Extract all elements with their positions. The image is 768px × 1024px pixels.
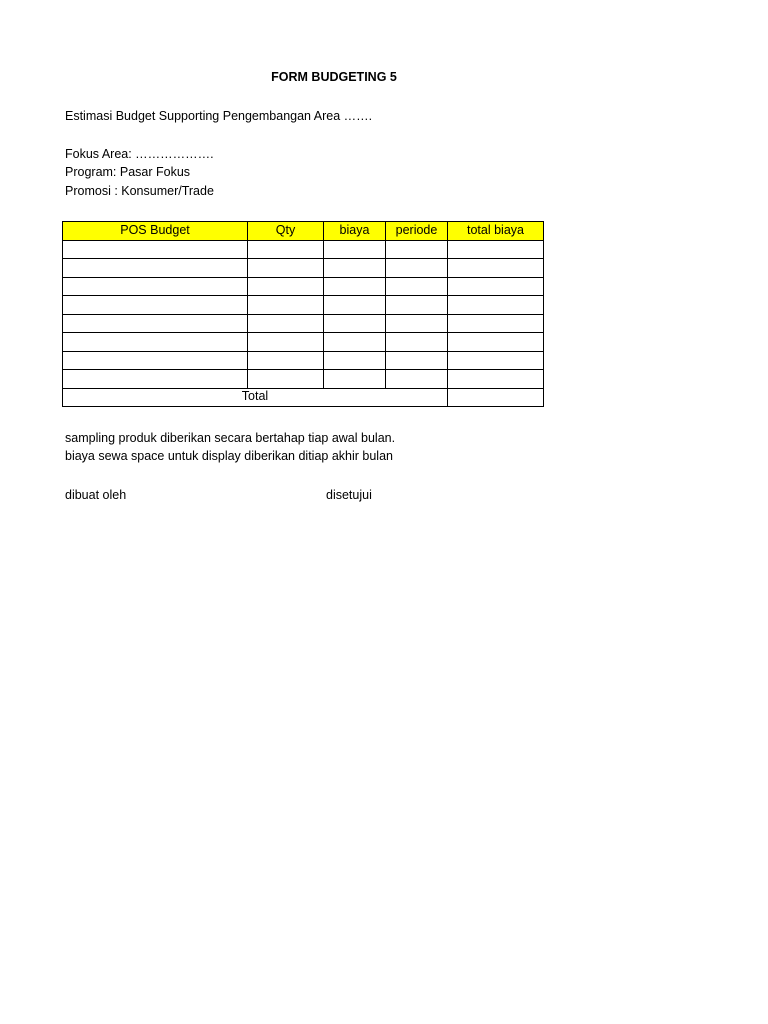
- periode-cell: [386, 333, 448, 352]
- pos-budget-cell: [63, 259, 248, 278]
- table-body: [63, 240, 544, 407]
- total-biaya-cell: [448, 296, 544, 315]
- total-biaya-cell: [448, 259, 544, 278]
- pos-budget-cell: [63, 296, 248, 315]
- table-row: [63, 333, 544, 352]
- table-row: [63, 314, 544, 333]
- budget-table: [62, 221, 544, 407]
- biaya-cell: [324, 259, 386, 278]
- table-row: [63, 351, 544, 370]
- note-sampling: sampling produk diberikan secara bertahap tiap awal bulan.: [65, 431, 396, 445]
- periode-cell: [386, 240, 448, 259]
- biaya-cell: [324, 333, 386, 352]
- column-header-qty: Qty: [248, 222, 324, 241]
- signature-approved: disetujui: [326, 488, 372, 502]
- qty-cell: [248, 240, 324, 259]
- qty-cell: [248, 296, 324, 315]
- total-biaya-cell: [448, 351, 544, 370]
- periode-cell: [386, 351, 448, 370]
- total-biaya-cell: [448, 333, 544, 352]
- total-value-cell: [448, 388, 544, 407]
- qty-cell: [248, 370, 324, 389]
- table-row: [63, 240, 544, 259]
- periode-cell: [386, 277, 448, 296]
- estimate-line: Estimasi Budget Supporting Pengembangan Area …….: [65, 109, 373, 123]
- signature-made-by: dibuat oleh: [65, 488, 127, 502]
- biaya-cell: [324, 296, 386, 315]
- total-biaya-cell: [448, 277, 544, 296]
- table-row: [63, 296, 544, 315]
- biaya-cell: [324, 314, 386, 333]
- table-row: [63, 370, 544, 389]
- qty-cell: [248, 259, 324, 278]
- pos-budget-cell: [63, 277, 248, 296]
- pos-budget-cell: [63, 333, 248, 352]
- pos-budget-cell: [63, 351, 248, 370]
- column-header-pos-budget: POS Budget: [63, 222, 248, 241]
- focus-area-line: Fokus Area: ……………….: [65, 147, 214, 161]
- total-biaya-cell: [448, 370, 544, 389]
- periode-cell: [386, 296, 448, 315]
- total-biaya-cell: [448, 314, 544, 333]
- periode-cell: [386, 314, 448, 333]
- promotion-line: Promosi : Konsumer/Trade: [65, 184, 214, 198]
- biaya-cell: [324, 351, 386, 370]
- pos-budget-cell: [63, 240, 248, 259]
- periode-cell: [386, 259, 448, 278]
- pos-budget-cell: [63, 314, 248, 333]
- table-header-row: [63, 222, 544, 241]
- qty-cell: [248, 277, 324, 296]
- qty-cell: [248, 351, 324, 370]
- qty-cell: [248, 333, 324, 352]
- total-row: [63, 388, 544, 407]
- column-header-total-biaya: total biaya: [448, 222, 544, 241]
- periode-cell: [386, 370, 448, 389]
- table-row: [63, 259, 544, 278]
- note-rental: biaya sewa space untuk display diberikan ditiap akhir bulan: [65, 449, 393, 463]
- page-title: FORM BUDGETING 5: [271, 70, 397, 84]
- biaya-cell: [324, 277, 386, 296]
- total-biaya-cell: [448, 240, 544, 259]
- column-header-periode: periode: [386, 222, 448, 241]
- qty-cell: [248, 314, 324, 333]
- table-row: [63, 277, 544, 296]
- column-header-biaya: biaya: [324, 222, 386, 241]
- program-line: Program: Pasar Fokus: [65, 165, 191, 179]
- biaya-cell: [324, 370, 386, 389]
- total-label: Total: [63, 388, 448, 407]
- biaya-cell: [324, 240, 386, 259]
- pos-budget-cell: [63, 370, 248, 389]
